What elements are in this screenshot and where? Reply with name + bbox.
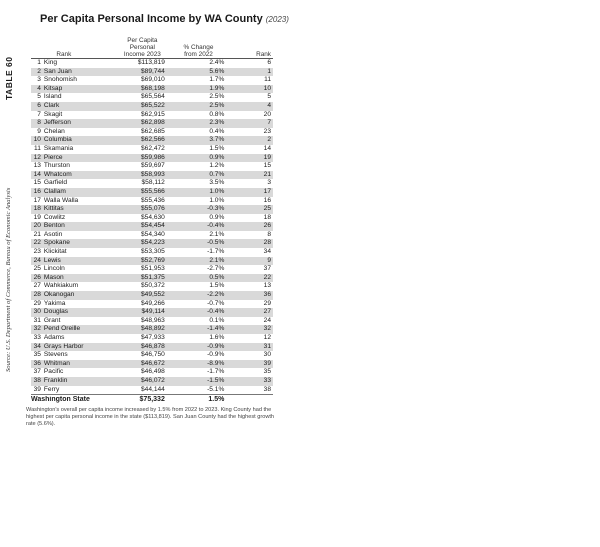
growth-rank-cell: 4	[267, 101, 271, 109]
income-cell: $50,372	[141, 282, 165, 290]
growth-rank-cell: 34	[263, 248, 271, 256]
growth-rank-cell: 38	[263, 385, 271, 393]
header-pct-line2: from 2022	[184, 51, 213, 58]
header-pct-line1: % Change	[183, 44, 214, 51]
table-row	[31, 274, 273, 283]
income-cell: $89,744	[141, 67, 165, 75]
pct-change-cell: -0.9%	[207, 342, 225, 350]
header-income-line1: Per Capita Personal	[127, 37, 158, 51]
row-number: 4	[37, 84, 41, 92]
source-note: Source: U.S. Department of Commerce, Bureau of Economic Analysis	[5, 187, 12, 373]
table-row	[31, 76, 273, 85]
income-cell: $58,112	[141, 179, 165, 187]
county-name: Kitsap	[43, 84, 63, 92]
income-cell: $51,953	[141, 265, 165, 273]
table-row	[31, 248, 273, 257]
pct-change-cell: -0.4%	[207, 308, 225, 316]
pct-change-cell: -1.5%	[207, 376, 225, 384]
row-number: 29	[33, 299, 41, 307]
title-year: (2023)	[265, 15, 289, 24]
income-cell: $55,436	[141, 196, 165, 204]
row-number: 25	[33, 265, 41, 273]
county-name: Klickitat	[43, 248, 67, 256]
county-name: Asotin	[43, 230, 63, 238]
row-number: 3	[37, 76, 41, 84]
table-row	[31, 351, 273, 360]
row-number: 30	[33, 308, 41, 316]
county-name: Lewis	[43, 256, 61, 264]
growth-rank-cell: 14	[263, 144, 271, 152]
growth-rank-cell: 26	[263, 222, 271, 230]
growth-rank-cell: 28	[263, 239, 271, 247]
growth-rank-cell: 15	[263, 162, 271, 170]
growth-rank-cell: 7	[267, 119, 271, 127]
income-cell: $44,144	[141, 385, 165, 393]
county-name: Franklin	[43, 376, 68, 384]
pct-change-cell: 5.6%	[209, 67, 225, 75]
county-name: Spokane	[43, 239, 70, 247]
growth-rank-cell: 10	[263, 84, 271, 92]
county-name: Grant	[43, 316, 61, 324]
income-cell: $49,266	[141, 299, 165, 307]
county-name: Okanogan	[43, 291, 75, 299]
income-cell: $51,375	[141, 273, 165, 281]
table-row	[31, 188, 273, 197]
income-cell: $54,340	[141, 230, 165, 238]
income-cell: $46,878	[141, 342, 165, 350]
county-name: Stevens	[43, 351, 68, 359]
county-name: Ferry	[43, 385, 60, 393]
growth-rank-cell: 37	[263, 265, 271, 273]
total-name: Washington State	[31, 396, 90, 404]
county-name: Walla Walla	[43, 196, 79, 204]
income-cell: $46,498	[141, 368, 165, 376]
county-name: Kittitas	[43, 205, 64, 213]
table-row	[31, 171, 273, 180]
county-name: San Juan	[43, 67, 72, 75]
header-pct-change	[170, 44, 234, 58]
row-number: 35	[33, 351, 41, 359]
county-name: Chelan	[43, 127, 65, 135]
table-row	[31, 231, 273, 240]
row-number: 36	[33, 359, 41, 367]
pct-change-cell: 0.1%	[209, 316, 225, 324]
table-row	[31, 386, 273, 395]
income-cell: $62,472	[141, 144, 165, 152]
row-number: 24	[33, 256, 41, 264]
table-row	[31, 197, 273, 206]
income-cell: $54,223	[141, 239, 165, 247]
table-row	[31, 239, 273, 248]
pct-change-cell: 1.2%	[209, 162, 225, 170]
pct-change-cell: 1.9%	[209, 84, 225, 92]
table-row	[31, 377, 273, 386]
table-row	[31, 102, 273, 111]
county-name: Benton	[43, 222, 65, 230]
table-row	[31, 154, 273, 163]
county-name: Cowlitz	[43, 213, 66, 221]
row-number: 22	[33, 239, 41, 247]
table-row	[31, 317, 273, 326]
growth-rank-cell: 27	[263, 308, 271, 316]
table-row	[31, 93, 273, 102]
pct-change-cell: 0.8%	[209, 110, 225, 118]
table-row	[31, 222, 273, 231]
row-number: 17	[33, 196, 41, 204]
header-income-line2: Income 2023	[123, 51, 161, 58]
growth-rank-cell: 25	[263, 205, 271, 213]
table-row	[31, 265, 273, 274]
table-row	[31, 257, 273, 266]
pct-change-cell: 0.9%	[209, 213, 225, 221]
growth-rank-cell: 33	[263, 376, 271, 384]
growth-rank-cell: 36	[263, 291, 271, 299]
row-number: 39	[33, 385, 41, 393]
county-name: Thurston	[43, 162, 70, 170]
county-name: Mason	[43, 273, 64, 281]
row-number: 37	[33, 368, 41, 376]
growth-rank-cell: 39	[263, 359, 271, 367]
table-row	[31, 68, 273, 77]
county-name: Whatcom	[43, 170, 72, 178]
pct-change-cell: -5.1%	[207, 385, 225, 393]
pct-change-cell: -0.9%	[207, 351, 225, 359]
table-row	[31, 282, 273, 291]
table-header	[31, 39, 273, 59]
growth-rank-cell: 5	[267, 93, 271, 101]
growth-rank-cell: 11	[264, 76, 271, 84]
pct-change-cell: 2.1%	[209, 256, 225, 264]
pct-change-cell: 2.1%	[209, 230, 225, 238]
table-row	[31, 334, 273, 343]
growth-rank-cell: 6	[267, 59, 271, 66]
row-number: 9	[37, 127, 41, 135]
county-name: Skamania	[43, 144, 74, 152]
row-number: 2	[37, 67, 41, 75]
table-row	[31, 111, 273, 120]
income-cell: $55,566	[141, 187, 165, 195]
row-number: 27	[33, 282, 41, 290]
table-row	[31, 128, 273, 137]
income-cell: $49,114	[141, 308, 165, 316]
growth-rank-cell: 13	[263, 282, 271, 290]
county-name: Pend Oreille	[43, 325, 81, 333]
table-row	[31, 300, 273, 309]
table-body	[31, 59, 273, 394]
row-number: 34	[33, 342, 41, 350]
table-total-row	[31, 394, 273, 406]
row-number: 16	[33, 187, 41, 195]
county-name: Skagit	[43, 110, 63, 118]
income-cell: $58,993	[141, 170, 165, 178]
table-row	[31, 325, 273, 334]
pct-change-cell: -0.3%	[207, 205, 225, 213]
table-row	[31, 308, 273, 317]
header-income	[114, 37, 170, 58]
header-growth-rank: Rank	[256, 51, 271, 58]
growth-rank-cell: 31	[263, 342, 271, 350]
table-row	[31, 119, 273, 128]
table-row	[31, 291, 273, 300]
income-cell: $65,522	[141, 101, 165, 109]
table-row	[31, 85, 273, 94]
pct-change-cell: -2.7%	[207, 265, 225, 273]
row-number: 38	[33, 376, 41, 384]
income-cell: $59,986	[141, 153, 165, 161]
pct-change-cell: -1.4%	[207, 325, 225, 333]
growth-rank-cell: 19	[263, 153, 271, 161]
row-number: 7	[37, 110, 41, 118]
income-cell: $55,076	[141, 205, 165, 213]
pct-change-cell: -1.7%	[207, 368, 225, 376]
pct-change-cell: -2.2%	[207, 291, 225, 299]
growth-rank-cell: 21	[263, 170, 271, 178]
growth-rank-cell: 17	[263, 187, 271, 195]
page-title	[40, 13, 289, 25]
growth-rank-cell: 32	[263, 325, 271, 333]
row-number: 20	[33, 222, 41, 230]
title-main: Per Capita Personal Income by WA County	[40, 13, 263, 25]
row-number: 14	[33, 170, 41, 178]
income-cell: $47,933	[141, 334, 165, 341]
growth-rank-cell: 1	[267, 67, 271, 75]
growth-rank-cell: 8	[267, 230, 271, 238]
table-row	[31, 59, 273, 68]
income-cell: $59,697	[141, 162, 165, 170]
income-cell: $48,892	[141, 325, 165, 333]
county-name: Pierce	[43, 153, 63, 161]
row-number: 28	[33, 291, 41, 299]
table-id-label: TABLE 60	[4, 56, 14, 100]
growth-rank-cell: 35	[263, 368, 271, 376]
pct-change-cell: 0.9%	[209, 153, 225, 161]
income-cell: $62,898	[141, 119, 165, 127]
county-name: Whitman	[43, 359, 70, 367]
row-number: 6	[37, 101, 41, 109]
income-cell: $62,566	[141, 136, 165, 144]
county-name: Douglas	[43, 308, 69, 316]
table-row	[31, 162, 273, 171]
county-name: Island	[43, 93, 62, 101]
county-name: Columbia	[43, 136, 72, 144]
growth-rank-cell: 18	[263, 213, 271, 221]
footnote: Washington's overall per capita income increased by 1.5% from 2022 to 2023. King County had the highest per capita personal income in the state ($113,819). San Juan County had the highest growth rate (5.6%).	[26, 407, 275, 428]
income-cell: $65,564	[141, 93, 165, 101]
income-cell: $62,685	[141, 127, 165, 135]
row-number: 15	[33, 179, 41, 187]
county-name: King	[43, 59, 58, 66]
income-table	[31, 39, 273, 406]
growth-rank-cell: 22	[263, 273, 271, 281]
income-cell: $48,963	[141, 316, 165, 324]
income-cell: $69,010	[141, 76, 165, 84]
pct-change-cell: 2.5%	[209, 101, 225, 109]
row-number: 26	[33, 273, 41, 281]
pct-change-cell: 0.5%	[209, 273, 225, 281]
pct-change-cell: 3.5%	[209, 179, 225, 187]
income-cell: $46,750	[141, 351, 165, 359]
row-number: 32	[33, 325, 41, 333]
total-income: $75,332	[139, 396, 165, 404]
pct-change-cell: -0.4%	[207, 222, 225, 230]
row-number: 11	[34, 144, 41, 152]
income-cell: $54,630	[141, 213, 165, 221]
county-name: Jefferson	[43, 119, 71, 127]
pct-change-cell: 1.6%	[209, 334, 225, 341]
pct-change-cell: 0.4%	[209, 127, 225, 135]
growth-rank-cell: 29	[263, 299, 271, 307]
growth-rank-cell: 2	[267, 136, 271, 144]
income-cell: $54,454	[141, 222, 165, 230]
pct-change-cell: 1.5%	[209, 282, 225, 290]
pct-change-cell: -0.7%	[207, 299, 225, 307]
income-cell: $113,819	[137, 59, 165, 66]
pct-change-cell: -0.5%	[207, 239, 225, 247]
row-number: 10	[33, 136, 41, 144]
row-number: 13	[33, 162, 41, 170]
growth-rank-cell: 23	[263, 127, 271, 135]
pct-change-cell: 2.4%	[209, 59, 225, 66]
table-row	[31, 205, 273, 214]
county-name: Grays Harbor	[43, 342, 84, 350]
pct-change-cell: -8.9%	[207, 359, 225, 367]
row-number: 23	[33, 248, 41, 256]
table-row	[31, 136, 273, 145]
row-number: 18	[33, 205, 41, 213]
pct-change-cell: 1.0%	[209, 187, 225, 195]
county-name: Pacific	[43, 368, 64, 376]
pct-change-cell: 1.5%	[209, 144, 225, 152]
growth-rank-cell: 30	[263, 351, 271, 359]
county-name: Snohomish	[43, 76, 77, 84]
pct-change-cell: 2.3%	[209, 119, 225, 127]
pct-change-cell: 1.0%	[209, 196, 225, 204]
growth-rank-cell: 16	[263, 196, 271, 204]
row-number: 8	[37, 119, 41, 127]
pct-change-cell: 2.5%	[209, 93, 225, 101]
growth-rank-cell: 9	[267, 256, 271, 264]
row-number: 5	[37, 93, 41, 101]
county-name: Garfield	[43, 179, 67, 187]
total-pct: 1.5%	[208, 396, 225, 404]
county-name: Adams	[43, 334, 65, 341]
table-row	[31, 145, 273, 154]
income-cell: $46,672	[141, 359, 165, 367]
income-cell: $62,915	[141, 110, 165, 118]
county-name: Yakima	[43, 299, 66, 307]
row-number: 19	[33, 213, 41, 221]
row-number: 1	[37, 59, 41, 66]
county-name: Lincoln	[43, 265, 65, 273]
row-number: 31	[33, 316, 41, 324]
row-number: 33	[33, 334, 41, 341]
growth-rank-cell: 12	[263, 334, 271, 341]
county-name: Clallam	[43, 187, 66, 195]
table-row	[31, 343, 273, 352]
table-row	[31, 179, 273, 188]
row-number: 12	[33, 153, 41, 161]
table-row	[31, 368, 273, 377]
row-number: 21	[33, 230, 41, 238]
pct-change-cell: 1.7%	[209, 76, 225, 84]
growth-rank-cell: 24	[263, 316, 271, 324]
pct-change-cell: -1.7%	[207, 248, 225, 256]
table-row	[31, 360, 273, 369]
income-cell: $52,769	[141, 256, 165, 264]
county-name: Wahkiakum	[43, 282, 79, 290]
income-cell: $46,072	[141, 376, 165, 384]
income-cell: $68,198	[141, 84, 165, 92]
table-row	[31, 214, 273, 223]
pct-change-cell: 0.7%	[209, 170, 225, 178]
header-rank-name: Rank	[56, 51, 72, 58]
growth-rank-cell: 3	[267, 179, 271, 187]
income-cell: $49,552	[141, 291, 165, 299]
growth-rank-cell: 20	[263, 110, 271, 118]
income-cell: $53,305	[141, 248, 165, 256]
county-name: Clark	[43, 101, 60, 109]
pct-change-cell: 3.7%	[209, 136, 225, 144]
